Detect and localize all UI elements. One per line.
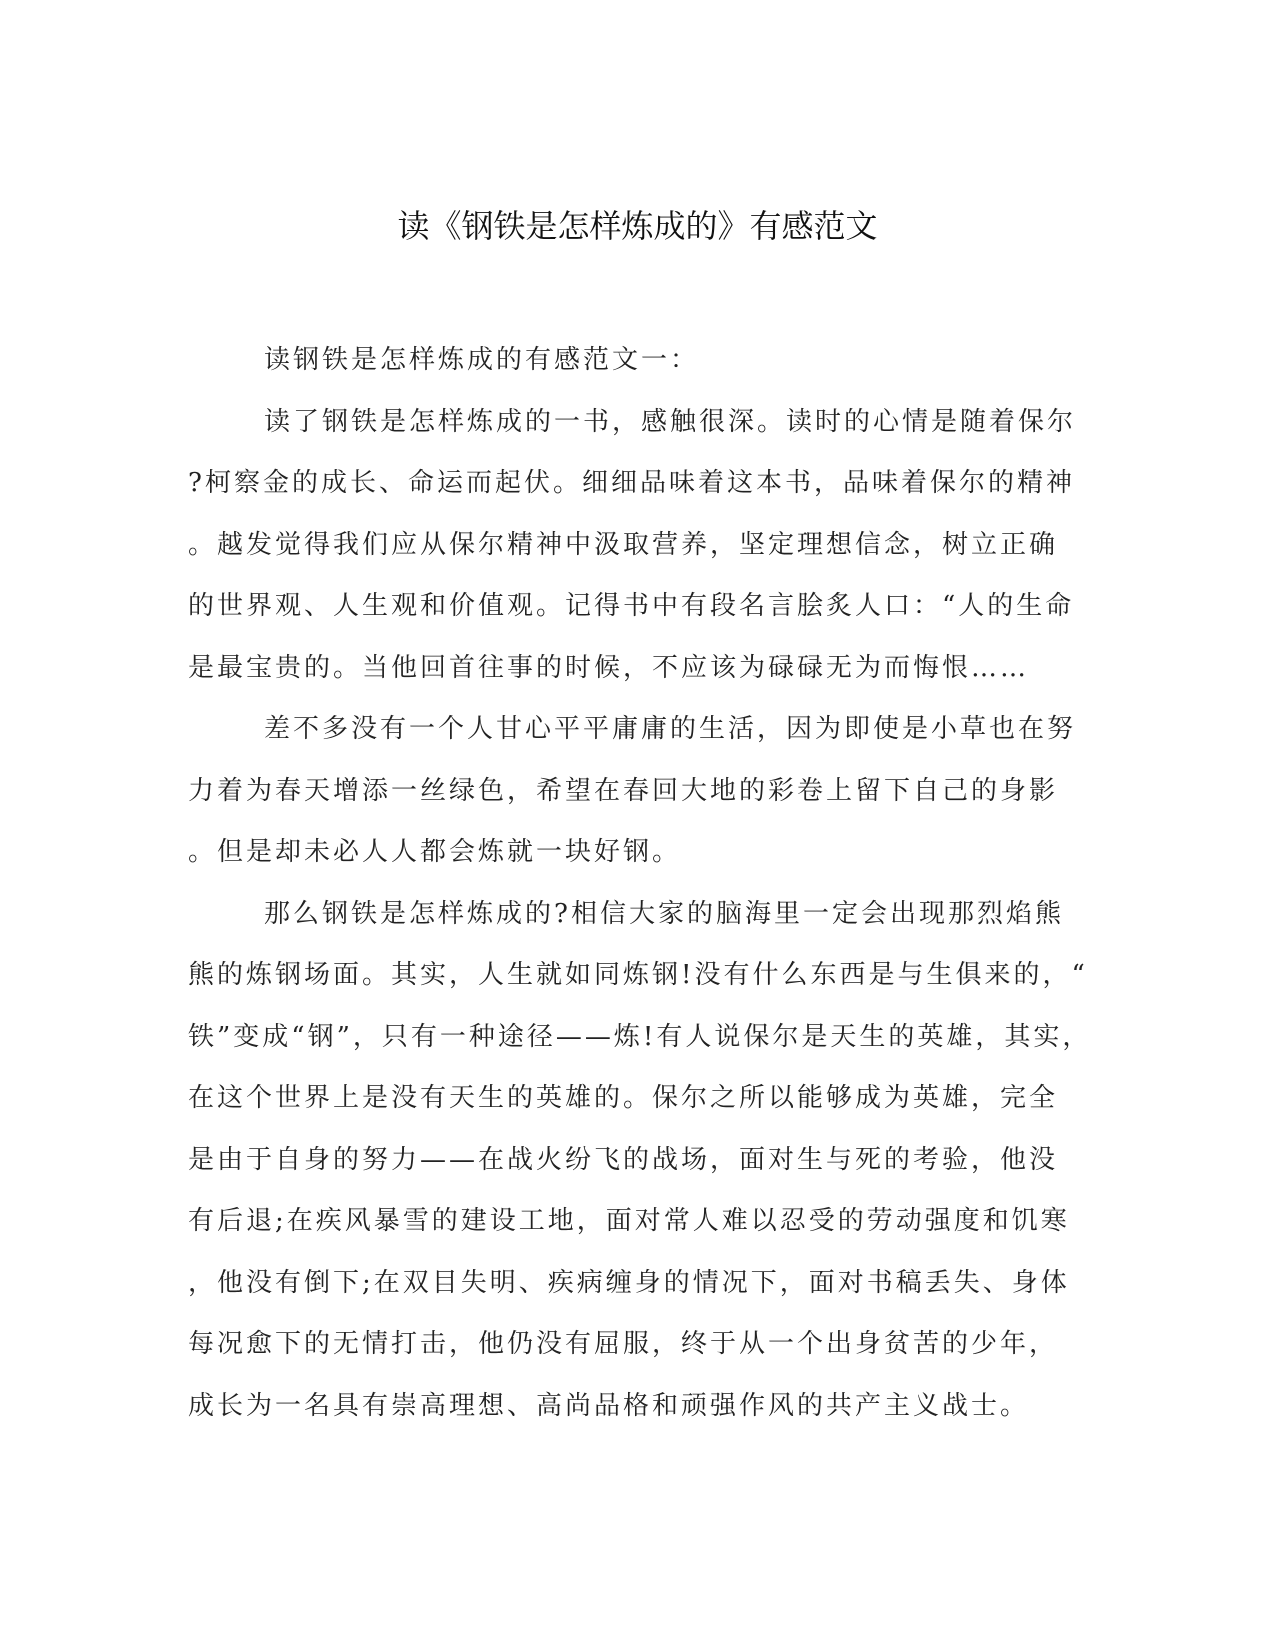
body-line: ，他没有倒下;在双目失明、疾病缠身的情况下，面对书稿丢失、身体 [188, 1267, 1070, 1298]
document-title: 读《钢铁是怎样炼成的》有感范文 [397, 207, 878, 245]
body-line: 的世界观、人生观和价值观。记得书中有段名言脍炙人口：“人的生命 [188, 591, 1075, 621]
body-line: 成长为一名具有崇高理想、高尚品格和顽强作风的共产主义战士。 [188, 1390, 1030, 1421]
body-line: 读了钢铁是怎样炼成的一书，感触很深。读时的心情是随着保尔 [264, 406, 1077, 437]
body-line: 。越发觉得我们应从保尔精神中汲取营养，坚定理想信念，树立正确 [188, 529, 1059, 560]
body-line: 每况愈下的无情打击，他仍没有屈服，终于从一个出身贫苦的少年， [188, 1329, 1059, 1359]
body-line: 有后退;在疾风暴雪的建设工地，面对常人难以忍受的劳动强度和饥寒 [188, 1206, 1070, 1236]
document-body [188, 330, 1092, 1437]
body-line: 是最宝贵的。当他回首往事的时候，不应该为碌碌无为而悔恨…… [188, 652, 1030, 683]
body-line: 读钢铁是怎样炼成的有感范文一： [264, 345, 700, 375]
body-line: 铁”变成“钢”，只有一种途径——炼!有人说保尔是天生的英雄，其实， [188, 1021, 1092, 1052]
body-line: 。但是却未必人人都会炼就一块好钢。 [188, 837, 682, 867]
body-line: 是由于自身的努力——在战火纷飞的战场，面对生与死的考验，他没 [188, 1144, 1059, 1175]
body-line: 力着为春天增添一丝绿色，希望在春回大地的彩卷上留下自己的身影 [188, 775, 1059, 806]
body-line: 那么钢铁是怎样炼成的?相信大家的脑海里一定会出现那烈焰熊 [264, 898, 1064, 929]
body-line: 在这个世界上是没有天生的英雄的。保尔之所以能够成为英雄，完全 [188, 1083, 1059, 1113]
body-line: ?柯察金的成长、命运而起伏。细细品味着这本书，品味着保尔的精神 [188, 468, 1075, 498]
body-line: 差不多没有一个人甘心平平庸庸的生活，因为即使是小草也在努 [264, 714, 1077, 744]
body-line: 熊的炼钢场面。其实，人生就如同炼钢!没有什么东西是与生俱来的，“ [188, 960, 1088, 990]
